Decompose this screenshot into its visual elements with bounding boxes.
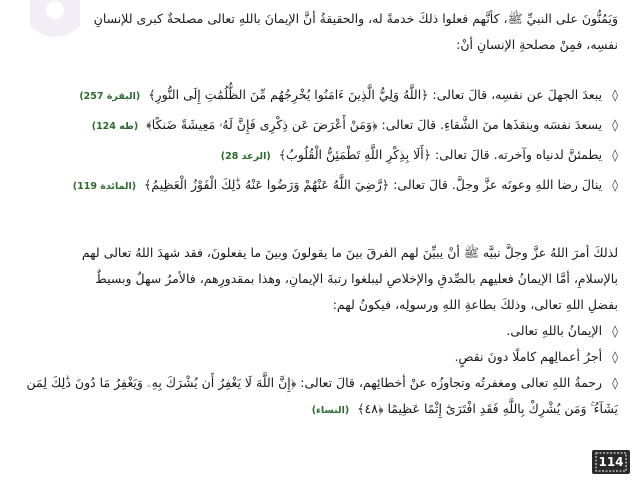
benefit-item-3 [70,142,618,168]
benefit-item-1 [70,82,618,108]
diamond-bullet-icon: ◊ [612,376,618,390]
reward-text: الإيمانُ باللهِ تعالى. [506,323,603,338]
quran-verse: ﴿أَلَا بِذِكْرِ اللَّهِ تَطْمَئِنُّ الْقُلُوبُ﴾ [278,147,432,162]
page-number-badge [590,448,632,476]
reward-text: رحمةُ اللهِ تعالى ومغفرتُه وتجاوزُه عنْ أخطائِهم، قالَ تعالى: [300,375,603,390]
quran-verse: ﴿رَّضِيَ اللَّهُ عَنْهُمْ وَرَضُوا عَنْهُ ذَٰلِكَ الْفَوْزُ الْعَظِيمُ﴾ [144,177,390,192]
diamond-bullet-icon: ◊ [612,148,618,162]
intro-line-2: نفسِه، فمِنْ مصلحةِ الإنسانِ أنْ: [456,37,618,52]
diamond-bullet-icon: ◊ [612,324,618,338]
intro-line-1: وَيَمُنُّونَ على النبيِّ ﷺ، كأنَّهم فعلوا ذلكَ خدمةً له، والحقيقةُ أنَّ الإيمانَ باللهِ تعالى مصلحةٌ كبرى للإنسانِ [93,11,618,26]
benefit-text: يسعدَ نفسَه وينقذَها منَ الشَّقاءِ. قالَ تعالى: [381,117,603,132]
reward-item-3 [26,370,618,396]
benefit-item-4 [70,172,618,198]
benefit-text: يطمئنَّ لدنياه وآخرته. قالَ تعالى: [435,147,603,162]
verse-reference: (المائدة 119) [72,181,137,192]
verse-reference: (البقرة 257) [79,91,141,102]
second-paragraph [70,240,618,318]
second-line-2: بالإسلامِ، أمَّا الإيمانُ فعليهم بالصِّدقِ والإخلاصِ ليبلغوا رتبةَ الإيمانِ، وهذا بمقدورِهم، فالأمرُ سهلٌ وبسيطٌ [95,271,618,286]
quran-verse: ﴿اللَّهُ وَلِيُّ الَّذِينَ ءَامَنُوا يُخْرِجُهُم مِّنَ الظُّلُمَٰتِ إِلَى النُّورِ﴾ [148,87,429,102]
rewards-list [26,318,618,422]
quran-verse: ﴿إِنَّ اللَّهَ لَا يَغْفِرُ أَن يُشْرَكَ بِهِۦ وَيَغْفِرُ مَا دُونَ ذَٰلِكَ لِمَن [26,375,297,390]
verse-reference: (الرعد 28) [220,151,271,162]
benefit-text: ينالَ رضا اللهِ وعونَه عزَّ وجلَّ. قالَ تعالى: [393,177,603,192]
reward-item-1 [70,318,618,344]
diamond-bullet-icon: ◊ [612,88,618,102]
reward-item-3-continuation [70,396,618,422]
reward-text: أجرُ أعمالِهم كاملًا دونَ نقصٍ. [454,349,603,364]
quran-verse-continuation: يَشَآءُ ۚ وَمَن يُشْرِكْ بِاللَّهِ فَقَدِ افْتَرَىٰٓ إِثْمًا عَظِيمًا ﴿٤٨﴾ [357,401,618,416]
intro-paragraph [70,6,618,58]
quran-verse: ﴿وَمَنْ أَعْرَضَ عَن ذِكْرِى فَإِنَّ لَهُۥ مَعِيشَةً ضَنكًا﴾ [146,117,378,132]
reward-item-2 [70,344,618,370]
benefit-text: يبعدَ الجهلَ عن نفسِه، قالَ تعالى: [432,87,603,102]
verse-reference: (النساء) [311,405,350,416]
benefit-item-2 [70,112,618,138]
verse-reference: (طه 124) [91,121,139,132]
second-line-3: بفضلِ اللهِ تعالى، وذلكَ بطاعةِ اللهِ ورسولِه، فيكونُ لهم: [332,297,618,312]
diamond-bullet-icon: ◊ [612,118,618,132]
benefits-list [70,82,618,198]
second-line-1: لذلكَ أمرَ اللهُ عزَّ وجلَّ نبيَّه ﷺ أنْ يبيِّنَ لهم الفرقَ بينَ ما يقولونَ وبينَ ما يفعلونَ، فقد شهدَ اللهُ تعالى لهم [81,245,618,260]
page-number: 114 [598,455,624,469]
diamond-bullet-icon: ◊ [612,178,618,192]
diamond-bullet-icon: ◊ [612,350,618,364]
